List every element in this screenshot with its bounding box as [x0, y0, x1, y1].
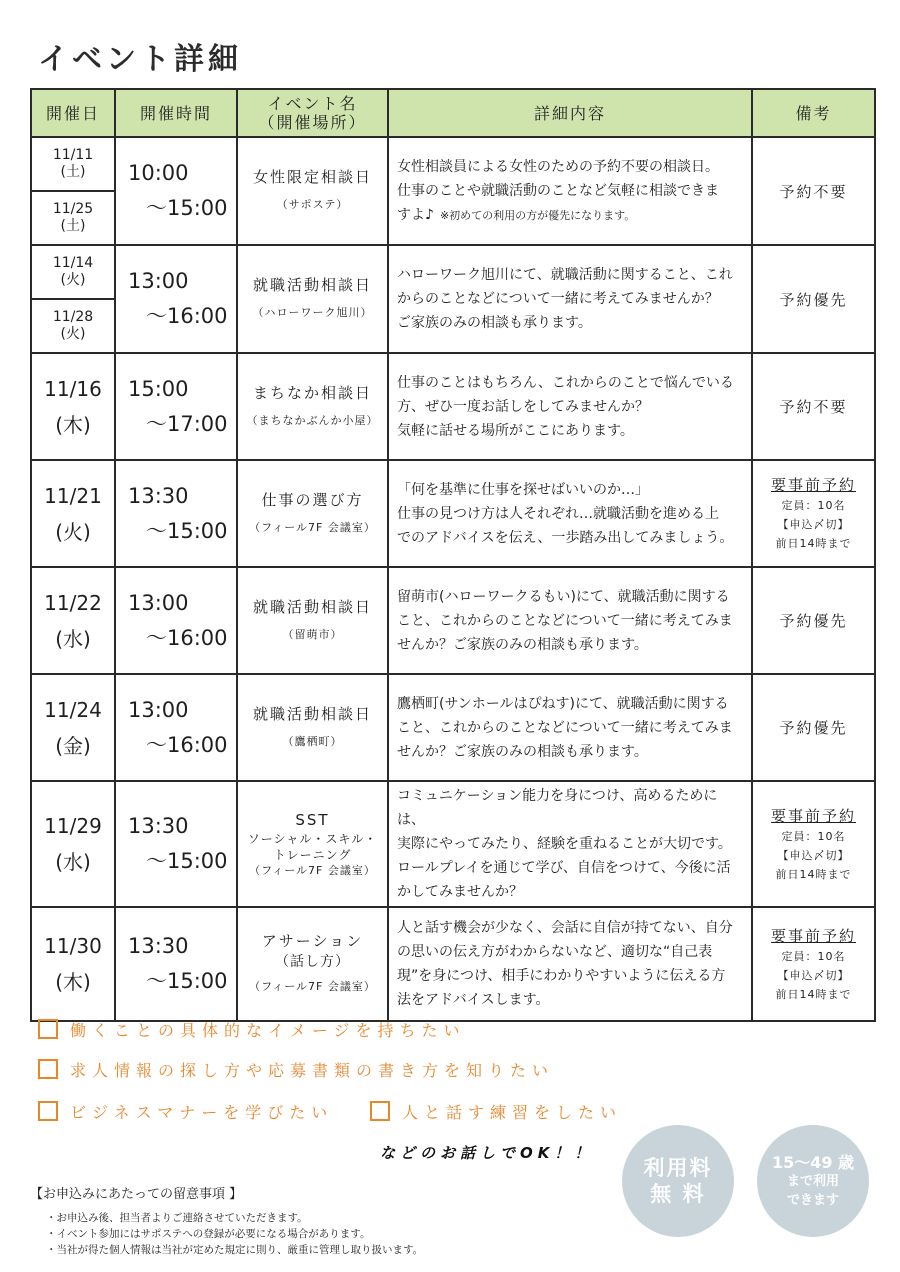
event-table — [30, 88, 876, 1022]
event-remark: 要事前予約 定員：10名 【申込〆切】 前日14時まで — [752, 460, 875, 567]
event-date: 11/11 (土) — [31, 137, 115, 191]
event-remark: 予約不要 — [752, 353, 875, 460]
checkbox[interactable] — [38, 1059, 58, 1079]
table-row — [31, 567, 875, 674]
table-row — [31, 674, 875, 781]
event-remark: 予約優先 — [752, 245, 875, 353]
table-row — [31, 245, 875, 299]
event-remark: 要事前予約 定員：10名 【申込〆切】 前日14時まで — [752, 781, 875, 907]
table-row — [31, 137, 875, 191]
header-time: 開催時間 — [115, 89, 237, 137]
event-name: SST ソーシャル・スキル・ トレーニング （フィール7F 会議室） — [237, 781, 388, 907]
checklist-item[interactable]: 働くことの具体的なイメージを持ちたい — [38, 1018, 466, 1041]
event-detail: 仕事のことはもちろん、これからのことで悩んでいる 方、ぜひ一度お話しをしてみませんか？ 気軽に話せる場所がここにあります。 — [388, 353, 752, 460]
checkbox[interactable] — [370, 1101, 390, 1121]
event-date: 11/28 (火) — [31, 299, 115, 353]
event-name: 就職活動相談日 （ハローワーク旭川） — [237, 245, 388, 353]
event-name: 就職活動相談日 （留萌市） — [237, 567, 388, 674]
event-remark: 要事前予約 定員：10名 【申込〆切】 前日14時まで — [752, 907, 875, 1021]
event-detail: コミュニケーション能力を身につけ、高めるためには、 実際にやってみたり、経験を重ねることが大切です。 ロールプレイを通じて学び、自信をつけて、今後に活 かしてみませんか？ — [388, 781, 752, 907]
table-row — [31, 907, 875, 1021]
event-detail: 「何を基準に仕事を探せばいいのか…」 仕事の見つけ方は人それぞれ…就職活動を進める上 でのアドバイスを伝え、一歩踏み出してみましょう。 — [388, 460, 752, 567]
event-date: 11/25 (土) — [31, 191, 115, 245]
event-detail: 女性相談員による女性のための予約不要の相談日。 仕事のことや就職活動のことなど気軽に相談できま すよ♪ ※初めての利用の方が優先になります。 — [388, 137, 752, 245]
event-time: 13:00 ～16:00 — [115, 245, 237, 353]
header-detail: 詳細内容 — [388, 89, 752, 137]
event-time: 13:30 ～15:00 — [115, 907, 237, 1021]
list-item: ・当社が得た個人情報は当社が定めた規定に則り、厳重に管理し取り扱います。 — [46, 1244, 424, 1256]
event-detail: 人と話す機会が少なく、会話に自信が持てない、自分 の思いの伝え方がわからないなど、適切な“自己表 現”を身につけ、相手にわかりやすいように伝える方 法をアドバイスします。 — [388, 907, 752, 1021]
notice-heading: 【お申込みにあたっての留意事項 】 — [30, 1187, 243, 1202]
table-row — [31, 781, 875, 907]
tail-text: などのお話しでOK！！ — [380, 1144, 595, 1162]
age-badge: 15～49 歳 まで利用 できます — [757, 1125, 869, 1237]
checklist-item[interactable]: 求人情報の探し方や応募書類の書き方を知りたい — [38, 1058, 554, 1081]
fee-badge: 利用料 無 料 — [622, 1125, 734, 1237]
event-remark: 予約不要 — [752, 137, 875, 245]
event-detail: 鷹栖町(サンホールはぴねす)にて、就職活動に関する こと、これからのことなどについて一緒に考えてみま せんか？ご家族のみの相談も承ります。 — [388, 674, 752, 781]
checkbox[interactable] — [38, 1101, 58, 1121]
event-date: 11/16 (木) — [31, 353, 115, 460]
event-time: 13:00 ～16:00 — [115, 567, 237, 674]
list-item: ・イベント参加にはサポステへの登録が必要になる場合があります。 — [46, 1228, 371, 1240]
event-time: 13:30 ～15:00 — [115, 460, 237, 567]
event-date: 11/21 (火) — [31, 460, 115, 567]
event-date: 11/30 (木) — [31, 907, 115, 1021]
page-title: イベント詳細 — [38, 42, 242, 77]
notice-list — [46, 1210, 423, 1258]
header-date: 開催日 — [31, 89, 115, 137]
checklist-item[interactable]: 人と話す練習をしたい — [370, 1100, 622, 1123]
event-date: 11/14 (火) — [31, 245, 115, 299]
event-remark: 予約優先 — [752, 567, 875, 674]
checkbox[interactable] — [38, 1019, 58, 1039]
event-date: 11/29 (水) — [31, 781, 115, 907]
table-row — [31, 460, 875, 567]
event-time: 10:00 ～15:00 — [115, 137, 237, 245]
table-row — [31, 353, 875, 460]
event-name: 仕事の選び方 （フィール7F 会議室） — [237, 460, 388, 567]
event-date: 11/22 (水) — [31, 567, 115, 674]
event-time: 13:00 ～16:00 — [115, 674, 237, 781]
event-detail: ハローワーク旭川にて、就職活動に関すること、これ からのことなどについて一緒に考えてみませんか？ ご家族のみの相談も承ります。 — [388, 245, 752, 353]
event-name: 女性限定相談日 （サポステ） — [237, 137, 388, 245]
event-name: アサーション （話し方） （フィール7F 会議室） — [237, 907, 388, 1021]
list-item: ・お申込み後、担当者よりご連絡させていただきます。 — [46, 1212, 308, 1224]
event-time: 15:00 ～17:00 — [115, 353, 237, 460]
event-date: 11/24 (金) — [31, 674, 115, 781]
header-note: 備考 — [752, 89, 875, 137]
event-name: 就職活動相談日 （鷹栖町） — [237, 674, 388, 781]
event-remark: 予約優先 — [752, 674, 875, 781]
event-name: まちなか相談日 （まちなかぶんか小屋） — [237, 353, 388, 460]
header-name: イベント名 （開催場所） — [237, 89, 388, 137]
table-header-row — [31, 89, 875, 137]
event-time: 13:30 ～15:00 — [115, 781, 237, 907]
event-detail: 留萌市(ハローワークるもい)にて、就職活動に関する こと、これからのことなどについて一緒に考えてみま せんか？ご家族のみの相談も承ります。 — [388, 567, 752, 674]
checklist-item[interactable]: ビジネスマナーを学びたい — [38, 1100, 333, 1123]
